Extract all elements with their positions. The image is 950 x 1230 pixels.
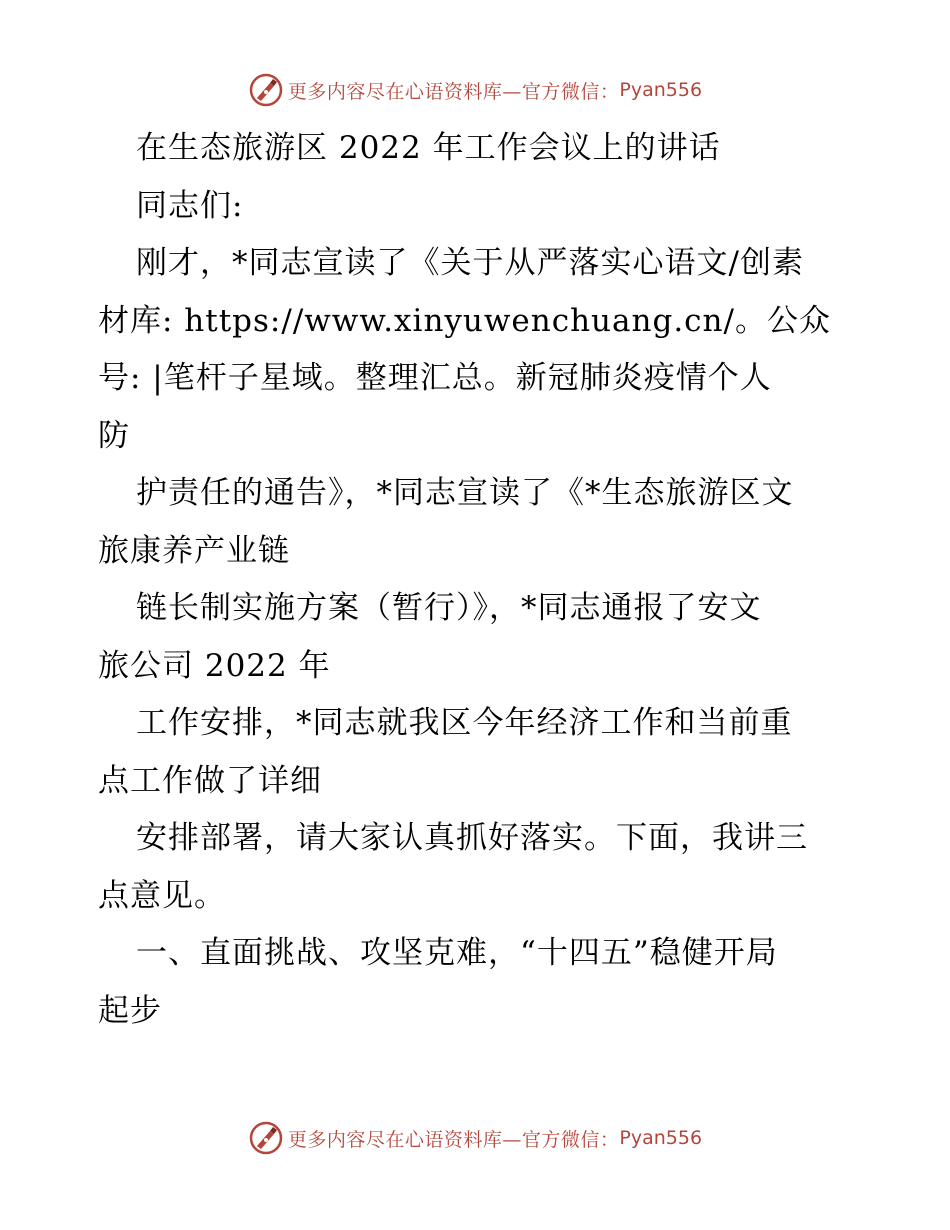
text-line xyxy=(98,350,858,408)
text-line xyxy=(98,638,858,696)
line-text: 点工作做了详细 xyxy=(98,762,322,799)
pen-logo-icon xyxy=(248,1120,284,1156)
watermark-text: 更多内容尽在心语资料库—官方微信： xyxy=(287,1128,620,1151)
watermark-banner-bottom xyxy=(0,1118,950,1158)
text-line xyxy=(98,810,858,868)
line-text: 刚才，*同志宣读了《关于从严落实心语文/创素 xyxy=(136,245,804,281)
text-line xyxy=(98,120,858,178)
line-text: 工作安排，*同志就我区今年经济工作和当前重 xyxy=(136,705,793,741)
line-text: 安排部署，请大家认真抓好落实。下面，我讲三 xyxy=(136,820,808,856)
line-text: 一、直面挑战、攻坚克难，“十四五”稳健开局 xyxy=(136,935,778,971)
text-line xyxy=(98,695,858,753)
text-line xyxy=(98,523,858,581)
text-line xyxy=(98,868,858,926)
pen-logo-icon xyxy=(248,72,284,108)
text-line xyxy=(98,178,858,236)
text-line xyxy=(98,580,858,638)
text-line xyxy=(98,983,858,1041)
text-line xyxy=(98,925,858,983)
text-line xyxy=(98,235,858,293)
line-text: 点意见。 xyxy=(98,877,226,914)
watermark-text: 更多内容尽在心语资料库—官方微信： xyxy=(287,80,620,103)
watermark-banner-top xyxy=(0,70,950,110)
watermark-id: Pyan556 xyxy=(619,1127,703,1149)
watermark-id: Pyan556 xyxy=(619,79,703,101)
document-body xyxy=(98,120,858,1040)
line-text: 号: |笔杆子星域。整理汇总。新冠肺炎疫情个人 xyxy=(98,360,772,396)
line-text: 旅公司 2022 年 xyxy=(98,647,331,684)
line-text: 护责任的通告》，*同志宣读了《*生态旅游区文 xyxy=(136,475,794,511)
line-text: 起步 xyxy=(98,992,162,1029)
line-text: 旅康养产业链 xyxy=(98,532,290,569)
line-text: 同志们: xyxy=(136,187,244,224)
line-text: 在生态旅游区 2022 年工作会议上的讲话 xyxy=(136,130,721,166)
line-text: 链长制实施方案（暂行）》，*同志通报了安文 xyxy=(136,590,762,626)
line-text: 材库: https://www.xinyuwenchuang.cn/。公众 xyxy=(98,302,831,339)
text-line xyxy=(98,753,858,811)
text-line xyxy=(98,465,858,523)
text-line xyxy=(98,293,858,351)
line-text: 防 xyxy=(98,417,130,454)
text-line xyxy=(98,408,858,466)
